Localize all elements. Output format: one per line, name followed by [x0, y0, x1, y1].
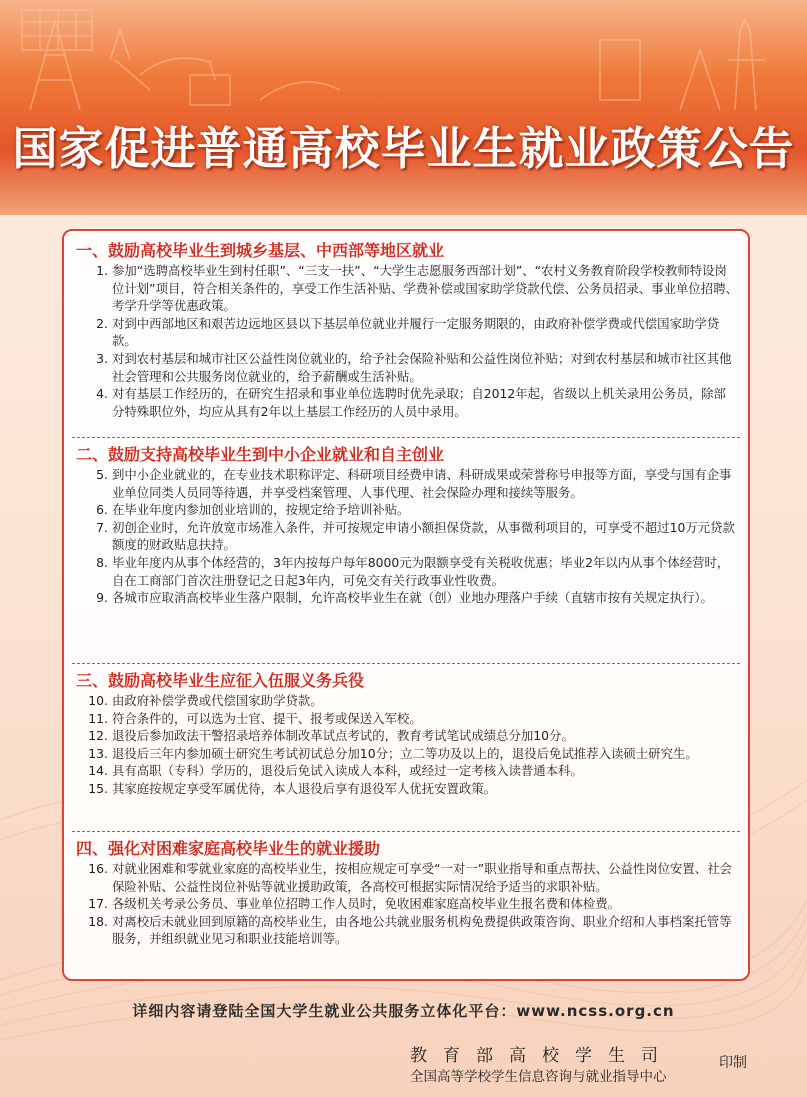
- item-number: 12.: [88, 728, 108, 744]
- item-number: 1.: [96, 263, 108, 278]
- item-text: 参加“选聘高校毕业生到村任职”、“三支一扶”、“大学生志愿服务西部计划”、“农村义务教育阶段学校教师特设岗位计划”项目，符合相关条件的，享受工作生活补贴、学费补偿或国家助学贷款代偿、公务员招录、事业单位招聘、考学升学等优惠政策。: [112, 263, 738, 314]
- item-text: 具有高职（专科）学历的，退役后免试入读成人本科，或经过一定考核入读普通本科。: [112, 763, 583, 779]
- list-item: [74, 501, 738, 519]
- list-item: [74, 262, 738, 315]
- list-item: [74, 860, 738, 895]
- list-item: [74, 385, 738, 420]
- page-title: 国家促进普通高校毕业生就业政策公告: [12, 122, 795, 175]
- section-divider: [72, 663, 740, 664]
- item-text: 对到中西部地区和艰苦边远地区县以下基层单位就业并履行一定服务期限的，由政府补偿学费或代偿国家助学贷款。: [112, 315, 720, 349]
- item-number: 4.: [96, 386, 108, 402]
- list-item: [74, 710, 738, 728]
- list-item: [74, 727, 738, 745]
- list-item: [74, 913, 738, 948]
- section-title: 一、鼓励高校毕业生到城乡基层、中西部等地区就业: [76, 241, 445, 260]
- list-item: [74, 350, 738, 385]
- item-text: 退役后三年内参加硕士研究生考试初试总分加10分；立二等功及以上的，退役后免试推荐入读硕士研究生。: [112, 745, 698, 761]
- list-item: [74, 780, 738, 798]
- policy-panel: [62, 229, 750, 981]
- item-text: 对就业困难和零就业家庭的高校毕业生，按相应规定可享受“一对一”职业指导和重点帮扶、公益性岗位安置、社会保险补贴、公益性岗位补贴等就业援助政策，各高校可根据实际情况给予适当的求职补贴。: [112, 861, 732, 894]
- item-number: 18.: [88, 913, 108, 929]
- item-number: 15.: [88, 780, 108, 796]
- section-title: 三、鼓励高校毕业生应征入伍服义务兵役: [76, 671, 365, 690]
- list-item: [74, 466, 738, 501]
- list-item: [74, 554, 738, 589]
- item-text: 退役后参加政法干警招录培养体制改革试点考试的，教育考试笔试成绩总分加10分。: [112, 728, 574, 744]
- item-text: 其家庭按规定享受军属优待，本人退役后享有退役军人优抚安置政策。: [112, 780, 497, 796]
- section-4: [74, 838, 738, 948]
- item-number: 14.: [88, 763, 108, 779]
- footer-url-line: 详细内容请登陆全国大学生就业公共服务立体化平台：www.ncss.org.cn: [132, 1002, 675, 1020]
- section-divider: [72, 437, 740, 438]
- item-text: 符合条件的，可以选为士官、提干、报考或保送入军校。: [112, 710, 422, 726]
- item-text: 由政府补偿学费或代偿国家助学贷款。: [112, 693, 323, 708]
- section-title: 二、鼓励支持高校毕业生到中小企业就业和自主创业: [76, 445, 445, 464]
- issuer-center: 全国高等学校学生信息咨询与就业指导中心: [410, 1069, 667, 1085]
- list-item: [74, 762, 738, 780]
- item-number: 17.: [88, 896, 108, 912]
- item-text: 毕业年度内从事个体经营的，3年内按每户每年8000元为限额享受有关税收优惠；毕业2年以内从事个体经营时，自在工商部门首次注册登记之日起3年内，可免交有关行政事业性收费。: [112, 554, 730, 588]
- section-title: 四、强化对困难家庭高校毕业生的就业援助: [76, 839, 381, 858]
- item-text: 在毕业年度内参加创业培训的，按规定给予培训补贴。: [112, 502, 410, 518]
- issuer-ministry: 教育部高校学生司: [410, 1046, 674, 1066]
- item-text: 到中小企业就业的，在专业技术职称评定、科研项目经费申请、科研成果或荣誉称号申报等方面，享受与国有企事业单位同类人员同等待遇，并享受档案管理、人事代理、社会保险办理和接续等服务。: [112, 467, 732, 500]
- item-text: 各城市应取消高校毕业生落户限制，允许高校毕业生在就（创）业地办理落户手续（直辖市按有关规定执行）。: [112, 590, 713, 606]
- item-text: 各级机关考录公务员、事业单位招聘工作人员时，免收困难家庭高校毕业生报名费和体检费。: [112, 896, 621, 912]
- section-divider: [72, 831, 740, 832]
- section-1: [74, 240, 738, 420]
- item-number: 7.: [96, 519, 108, 535]
- item-number: 16.: [88, 861, 108, 876]
- list-item: [74, 589, 738, 607]
- list-item: [74, 315, 738, 350]
- item-number: 2.: [96, 315, 108, 331]
- item-number: 8.: [96, 554, 108, 570]
- item-number: 13.: [88, 745, 108, 761]
- section-3: [74, 670, 738, 798]
- item-number: 10.: [88, 693, 108, 708]
- item-number: 9.: [96, 590, 108, 606]
- item-number: 6.: [96, 502, 108, 518]
- item-number: 3.: [96, 350, 108, 366]
- printed-label: 印制: [719, 1055, 747, 1071]
- list-item: [74, 692, 738, 710]
- list-item: [74, 745, 738, 763]
- item-text: 对有基层工作经历的，在研究生招录和事业单位选聘时优先录取；自2012年起，省级以上机关录用公务员，除部分特殊职位外，均应从具有2年以上基层工作经历的人员中录用。: [112, 386, 726, 419]
- item-number: 5.: [96, 467, 108, 482]
- item-text: 对离校后未就业回到原籍的高校毕业生，由各地公共就业服务机构免费提供政策咨询、职业介绍和人事档案托管等服务，并组织就业见习和职业技能培训等。: [112, 913, 732, 947]
- list-item: [74, 895, 738, 913]
- item-text: 初创企业时，允许放宽市场准入条件，并可按规定申请小额担保贷款，从事微利项目的，可享受不超过10万元贷款额度的财政贴息扶持。: [112, 519, 735, 553]
- section-2: [74, 444, 738, 607]
- item-text: 对到农村基层和城市社区公益性岗位就业的，给予社会保险补贴和公益性岗位补贴；对到农村基层和城市社区其他社会管理和公共服务岗位就业的，给予薪酬或生活补贴。: [112, 350, 732, 384]
- list-item: [74, 519, 738, 554]
- item-number: 11.: [88, 710, 108, 726]
